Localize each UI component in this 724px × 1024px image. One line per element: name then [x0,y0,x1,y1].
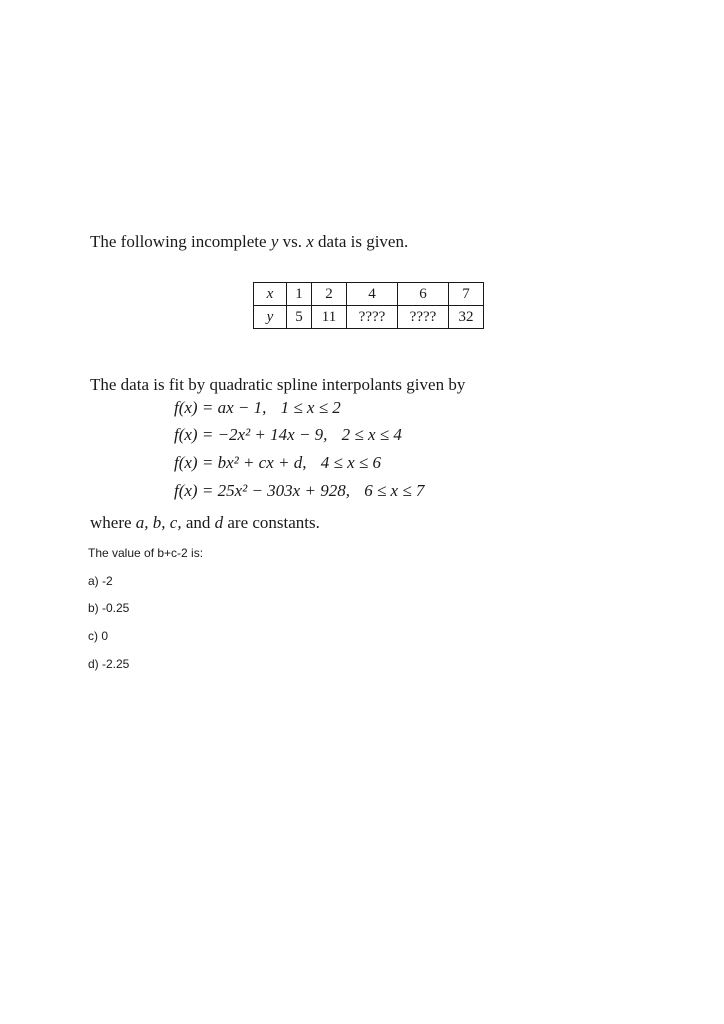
problem-intro [90,232,408,252]
answer-option-c[interactable]: c) 0 [88,629,109,643]
table-cell: 2 [312,283,347,306]
answer-option-b[interactable]: b) -0.25 [88,601,130,615]
equation-lhs: f(x) [174,453,198,472]
table-cell: 7 [449,283,484,306]
spline-equation-2 [174,425,402,445]
constants-before: where [90,513,136,532]
equation-lhs: f(x) [174,425,198,444]
answer-option-d[interactable]: d) -2.25 [88,657,130,671]
table-row-x [254,283,484,306]
equation-lhs: f(x) [174,398,198,417]
table-cell: 5 [287,306,312,329]
constants-statement [90,513,320,533]
intro-var-y: y [270,232,279,251]
row-x-label: x [254,283,287,306]
equation-domain: 6 ≤ x ≤ 7 [364,481,425,500]
intro-after: data is given. [313,232,409,251]
table-cell: ???? [347,306,398,329]
equation-rhs: = ax − 1, [201,398,267,417]
constants-after: are constants. [223,513,320,532]
equation-domain: 2 ≤ x ≤ 4 [341,425,402,444]
row-y-label: y [254,306,287,329]
equation-rhs: = 25x² − 303x + 928, [201,481,350,500]
table-cell: 1 [287,283,312,306]
table-cell: ???? [398,306,449,329]
constants-and: and [185,513,215,532]
spline-equation-4 [174,481,424,501]
constants-vars: a, b, c, [135,513,186,532]
question-text: The value of b+c-2 is: [88,546,204,560]
intro-var-x: x [306,232,314,251]
table-cell: 32 [449,306,484,329]
equation-domain: 4 ≤ x ≤ 6 [320,453,381,472]
table-cell: 11 [312,306,347,329]
equation-domain: 1 ≤ x ≤ 2 [280,398,341,417]
table-row-y [254,306,484,329]
equation-rhs: = −2x² + 14x − 9, [201,425,328,444]
equation-rhs: = bx² + cx + d, [201,453,307,472]
spline-equation-1 [174,398,341,418]
table-cell: 4 [347,283,398,306]
intro-middle: vs. [278,232,307,251]
intro-before: The following incomplete [90,232,271,251]
fit-description: The data is fit by quadratic spline interpolants given by [90,375,466,394]
constants-last-var: d [214,513,224,532]
table-cell: 6 [398,283,449,306]
equation-lhs: f(x) [174,481,198,500]
answer-option-a[interactable]: a) -2 [88,574,113,588]
spline-equation-3 [174,453,381,473]
data-table [253,282,484,329]
